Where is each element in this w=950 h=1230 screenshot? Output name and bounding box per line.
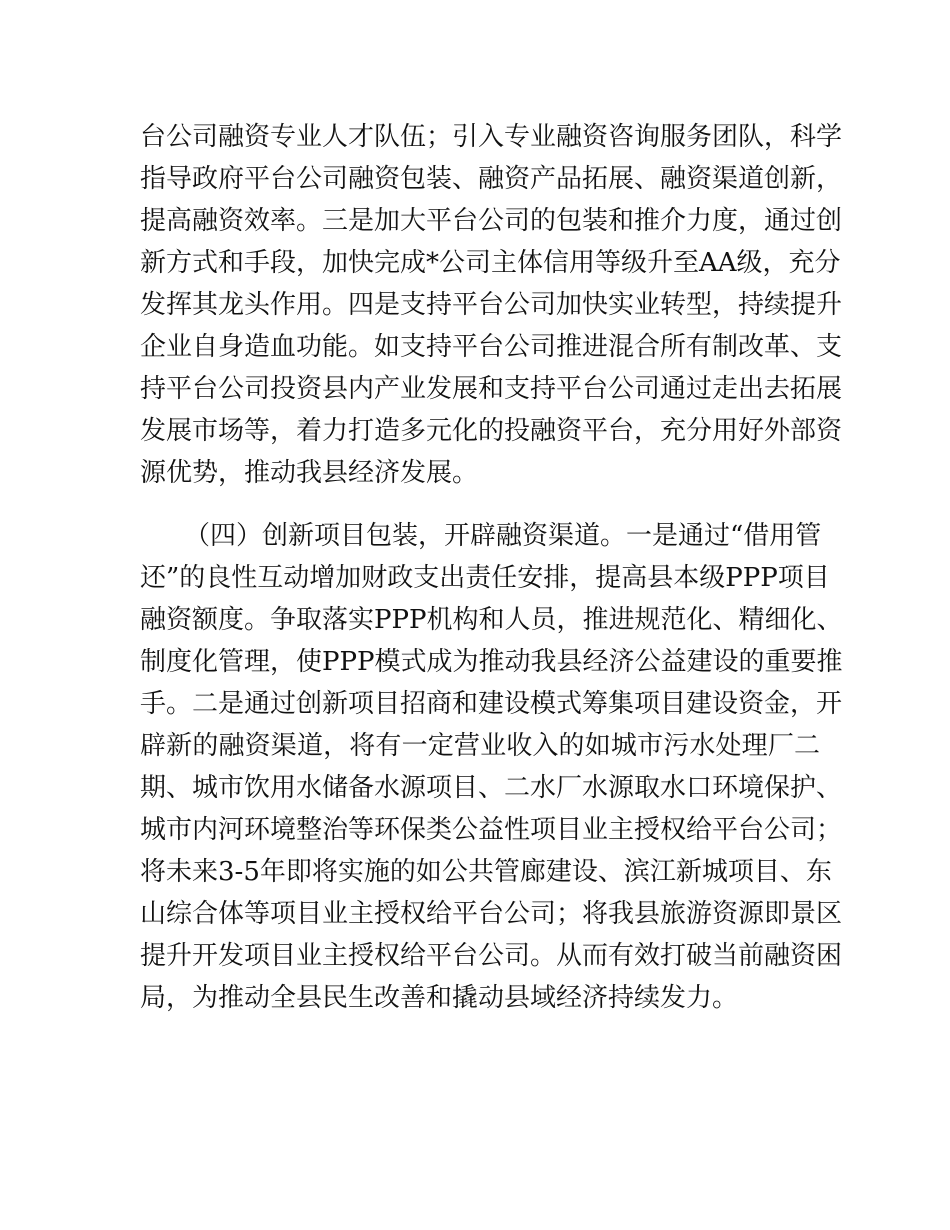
text-line: 发展市场等，着力打造多元化的投融资平台，充分用好外部资	[140, 416, 843, 446]
text-line: 辟新的融资渠道，将有一定营业收入的如城市污水处理厂二	[140, 731, 820, 761]
text-line: 指导政府平台公司融资包装、融资产品拓展、融资渠道创新，	[140, 164, 843, 194]
text-line: 提高融资效率。三是加大平台公司的包装和推介力度，通过创	[140, 206, 843, 236]
text-line: 制度化管理，使PPP模式成为推动我县经济公益建设的重要推	[140, 647, 843, 677]
text-line: 还”的良性互动增加财政支出责任安排，提高县本级PPP项目	[140, 563, 830, 593]
text-line: 台公司融资专业人才队伍；引入专业融资咨询服务团队，科学	[140, 122, 843, 152]
text-line: 期、城市饮用水储备水源项目、二水厂水源取水口环境保护、	[140, 773, 843, 803]
text-line: 城市内河环境整治等环保类公益性项目业主授权给平台公司；	[140, 815, 843, 845]
text-line: 源优势，推动我县经济发展。	[140, 458, 479, 488]
text-line: 新方式和手段，加快完成*公司主体信用等级升至AA级，充分	[140, 248, 841, 278]
text-line: 将未来3-5年即将实施的如公共管廊建设、滨江新城项目、东	[140, 857, 832, 887]
text-line: 持平台公司投资县内产业发展和支持平台公司通过走出去拓展	[140, 374, 843, 404]
text-line: 局，为推动全县民生改善和撬动县域经济持续发力。	[140, 983, 739, 1013]
text-line: 融资额度。争取落实PPP机构和人员，推进规范化、精细化、	[140, 605, 843, 635]
text-line: 发挥其龙头作用。四是支持平台公司加快实业转型，持续提升	[140, 290, 843, 320]
text-line: 山综合体等项目业主授权给平台公司；将我县旅游资源即景区	[140, 899, 843, 929]
text-line: 手。二是通过创新项目招商和建设模式筹集项目建设资金，开	[140, 689, 843, 719]
text-line: 提升开发项目业主授权给平台公司。从而有效打破当前融资困	[140, 941, 843, 971]
text-line: （四）创新项目包装，开辟融资渠道。一是通过“借用管	[184, 521, 822, 551]
text-line: 企业自身造血功能。如支持平台公司推进混合所有制改革、支	[140, 332, 843, 362]
